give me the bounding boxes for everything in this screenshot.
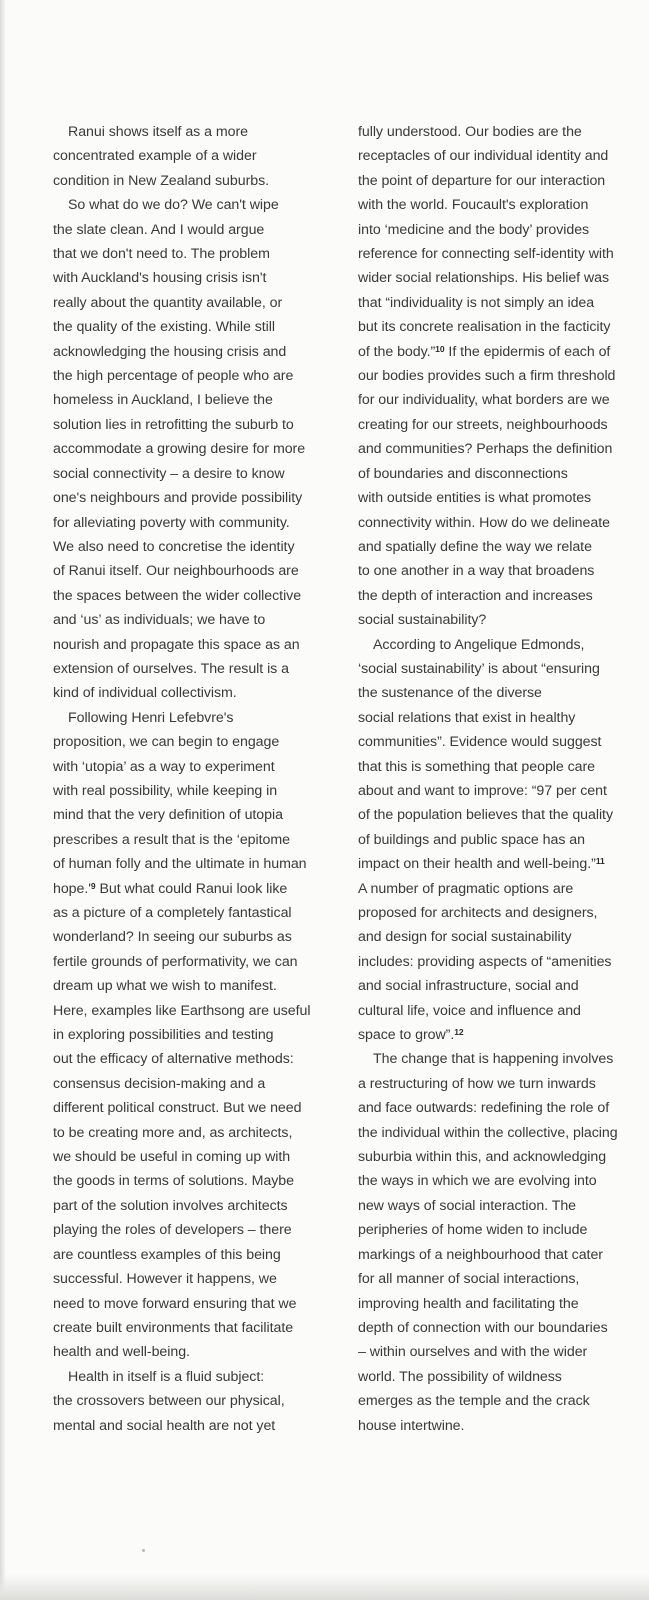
text-line: social sustainability? [358,612,487,629]
text-line [358,340,649,364]
text-line: the crossovers between our physical, [53,1393,285,1410]
text-line: improving health and facilitating the [358,1295,579,1312]
text-fragment: If the epidermis of each of [444,343,611,360]
text-line: Here, examples like Earthsong are useful [53,1002,311,1019]
text-line: emerges as the temple and the crack [358,1393,590,1410]
text-line: our bodies provides such a firm threshold [358,368,616,385]
text-line: that “individuality is not simply an idea [358,294,595,311]
text-line: as a picture of a completely fantastical [53,905,292,921]
text-line: playing the roles of developers – there [53,1222,292,1239]
text-line: fertile grounds of performativity, we can [53,953,298,970]
text-line: suburbia within this, and acknowledging [358,1149,607,1166]
text-line: and spatially define the way we relate [358,538,592,555]
text-line [358,852,649,876]
text-line: the ways in which we are evolving into [358,1173,597,1190]
text-line: consensus decision-making and a [53,1075,266,1092]
text-line [358,1023,649,1047]
text-line: According to Angelique Edmonds, [373,636,585,653]
text-line: mental and social health are not yet [53,1417,276,1434]
text-line: the goods in terms of solutions. Maybe [53,1173,294,1190]
text-line: to be creating more and, as architects, [53,1124,293,1141]
text-line: that we don't need to. The problem [53,246,270,263]
text-line: connectivity within. How do we delineate [358,514,610,531]
text-line: create built environments that facilitate [53,1319,294,1336]
paragraph [53,706,325,877]
text-line: are countless examples of this being [53,1246,281,1263]
text-line [53,877,325,901]
text-line: world. The possibility of wildness [358,1368,562,1385]
text-line: with real possibility, while keeping in [53,782,278,799]
text-line: and ‘us’ as individuals; we have to [53,612,266,629]
text-line: really about the quantity available, or [53,294,283,311]
text-line: new ways of social interaction. The [358,1197,577,1214]
text-line: Health in itself is a fluid subject: [68,1368,265,1385]
text-fragment: impact on their health and well-being.” [358,856,596,873]
text-line: a restructuring of how we turn inwards [358,1075,596,1092]
text-line: the spaces between the wider collective [53,587,302,604]
text-line: kind of individual collectivism. [53,685,237,702]
text-line: So what do we do? We can't wipe [68,197,279,214]
text-line: part of the solution involves architects [53,1197,288,1214]
text-fragment: But what could Ranui look like [95,880,288,897]
text-line: to one another in a way that broadens [358,563,595,580]
text-line: homeless in Auckland, I believe the [53,392,273,409]
text-line: dream up what we wish to manifest. [53,978,277,995]
text-line: the high percentage of people who are [53,368,294,385]
text-line: of Ranui itself. Our neighbourhoods are [53,563,299,580]
text-line: with outside entities is what promotes [358,490,592,507]
text-line: communities”. Evidence would suggest [358,734,602,751]
text-line: the point of departure for our interaction [358,172,606,189]
text-line: receptacles of our individual identity and [358,148,609,165]
text-line: for all manner of social interactions, [358,1271,580,1288]
text-line: extension of ourselves. The result is a [53,660,289,677]
footnote-marker: 9 [90,880,96,891]
text-line: Following Henri Lefebvre's [68,709,234,726]
text-line: of boundaries and disconnections [358,465,568,482]
text-line: health and well-being. [53,1344,190,1361]
text-line: for alleviating poverty with community. [53,514,290,531]
right-column [358,120,649,1438]
text-line: creating for our streets, neighbourhoods [358,416,608,433]
text-line: social relations that exist in healthy [358,709,576,726]
text-line: mind that the very definition of utopia [53,807,283,824]
text-line: but its concrete realisation in the facticity [358,319,611,336]
page-edge-shadow [0,0,6,1600]
text-line: proposition, we can begin to engage [53,734,280,751]
paragraph-line-with-note [53,877,325,901]
text-line: in exploring possibilities and testing [53,1027,274,1044]
text-line: condition in New Zealand suburbs. [53,172,270,189]
footnote-marker: 12 [454,1027,464,1038]
text-fragment: of the body.” [358,343,436,360]
text-line: the slate clean. And I would argue [53,221,265,238]
text-line: acknowledging the housing crisis and [53,343,287,360]
text-line: cultural life, voice and influence and [358,1002,581,1019]
text-line: and face outwards: redefining the role of [358,1100,610,1117]
text-line: social connectivity – a desire to know [53,465,285,482]
text-line: depth of connection with our boundaries [358,1319,608,1336]
text-line: prescribes a result that is the ‘epitome [53,831,290,848]
text-line: fully understood. Our bodies are the [358,124,582,140]
text-line: about and want to improve: “97 per cent [358,782,607,799]
text-line: house intertwine. [358,1417,465,1434]
text-line: and social infrastructure, social and [358,978,579,995]
footnote-marker: 11 [595,856,605,867]
text-line: reference for connecting self-identity with [358,246,614,263]
text-line: We also need to concretise the identity [53,538,295,555]
text-line: the sustenance of the diverse [358,685,542,702]
text-line: need to move forward ensuring that we [53,1295,297,1312]
page-bottom-shadow [0,1574,649,1600]
paragraph [358,633,649,1048]
text-line: with Auckland's housing crisis isn't [53,270,267,287]
text-line: and design for social sustainability [358,929,572,946]
paragraph [358,120,649,633]
paragraph [53,120,325,193]
paragraph [53,901,325,1365]
scan-speck [142,1549,145,1552]
text-line: wider social relationships. His belief was [358,270,610,287]
text-line: nourish and propagate this space as an [53,636,300,653]
text-line: markings of a neighbourhood that cater [358,1246,603,1263]
text-line: A number of pragmatic options are [358,880,574,897]
text-fragment: hope.' [53,880,91,897]
text-line: solution lies in retrofitting the suburb to [53,416,294,433]
text-line: with ‘utopia’ as a way to experiment [53,758,275,775]
text-fragment: space to grow”. [358,1027,455,1044]
text-line: the individual within the collective, placing [358,1124,618,1141]
text-line: different political construct. But we need [53,1100,302,1117]
text-line: into ‘medicine and the body’ provides [358,221,590,238]
text-line: of buildings and public space has an [358,831,585,848]
text-line: we should be useful in coming up with [53,1149,291,1166]
left-column [53,120,325,1438]
text-line: and communities? Perhaps the definition [358,441,613,458]
text-line: accommodate a growing desire for more [53,441,306,458]
paragraph [53,193,325,706]
text-line: peripheries of home widen to include [358,1222,588,1239]
text-line: for our individuality, what borders are we [358,392,610,409]
text-line: ‘social sustainability’ is about “ensuring [358,660,600,677]
paragraph [358,1047,649,1438]
text-line: – within ourselves and with the wider [358,1344,588,1361]
text-line: wonderland? In seeing our suburbs as [53,929,292,946]
text-line: the quality of the existing. While still [53,319,275,336]
text-line: the depth of interaction and increases [358,587,593,604]
text-line: The change that is happening involves [373,1051,614,1068]
text-line: Ranui shows itself as a more [68,124,248,140]
paragraph [53,1365,325,1438]
text-line: of human folly and the ultimate in human [53,856,307,873]
text-line: out the efficacy of alternative methods: [53,1051,294,1068]
text-line: of the population believes that the quality [358,807,613,824]
text-line: includes: providing aspects of “amenities [358,953,612,970]
text-line: one's neighbours and provide possibility [53,490,303,507]
text-line: that this is something that people care [358,758,596,775]
text-line: proposed for architects and designers, [358,905,598,921]
text-line: concentrated example of a wider [53,148,257,165]
footnote-marker: 10 [435,343,445,354]
text-line: with the world. Foucault's exploration [358,197,589,214]
text-line: successful. However it happens, we [53,1271,277,1288]
